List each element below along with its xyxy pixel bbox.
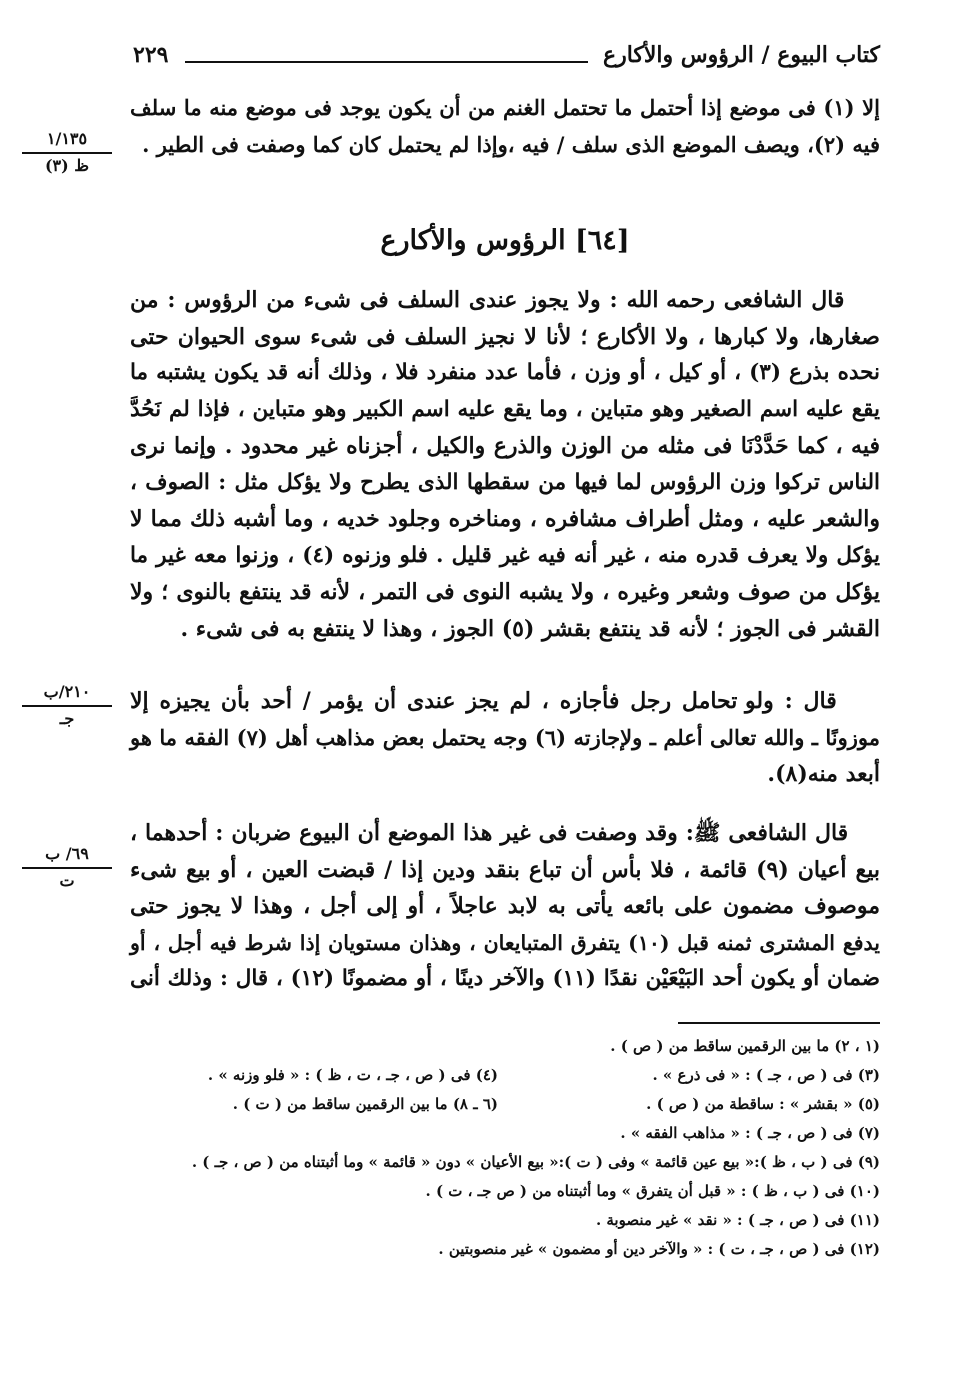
text-line: القشر فى الجوز ؛ لأنه قد ينتفع بقشر (٥) الجوز ، وهذا لا ينتفع به فى شىء . (180, 615, 880, 642)
text-line: بيع أعيان (٩) قائمة ، فلا بأس أن تباع بنقد ودين إذا / قبضت العين ، أو بيع شىء (130, 856, 880, 883)
paragraph-lead: قال الشافعى (723, 287, 845, 313)
margin-reference: ٦٩/ ب ت (22, 843, 112, 892)
footnote: (٧) فى ( ص ، جـ ) : « مذاهب الفقه » . (620, 1124, 880, 1142)
footnote-rule (678, 1022, 880, 1024)
footnote: (١١) فى ( ص ، جـ ) : « نقد » غير منصوبة . (595, 1211, 880, 1229)
text-line: يؤكل ولا يعرف قدره منه ، غير أنه فيه غير قليل . فلو وزنوه (٤) ، وزنوا معه غير ما (130, 542, 880, 568)
footnote: (١٠) فى ( ب ، ظ ) : « قبل أن يتفرق » وما أثبتناه من ( ص جـ ، ت ) . (425, 1182, 880, 1200)
text-line: أبعد منه(٨). (767, 761, 880, 787)
footnote: (٤) فى ( ص ، جـ ، ت ، ظ ) : « فلو وزنه » . (207, 1066, 498, 1084)
text-line: موصوف مضمون على بائعه يأتى به لابد عاجلاً ، أو إلى أجل ، وهذا لا يجوز حتى (130, 893, 880, 919)
paragraph-lead: قال : (784, 688, 837, 714)
header-rule (185, 61, 588, 63)
footnote: (١ ، ٢) ما بين الرقمين ساقط من ( ص ) . (610, 1037, 880, 1055)
intro-paragraph (130, 90, 880, 163)
footnote: (٥) « بقشر » : ساقطة من ( ص ) . (646, 1095, 880, 1113)
margin-reference: ٢١٠/ب جـ (22, 681, 112, 730)
text-line: صغارها، ولا كبارها ، ولا الأكارع ؛ لأنا لا نجيز السلف فى شىء سوى الحيوان حتى (130, 323, 880, 350)
text-line: والشعر عليه ، ومثل أطراف مشافره ، ومناخره وجلود خديه ، وما أشبه ذلك مما لا (130, 506, 880, 532)
section-heading: [٦٤] الرؤوس والأكارع (380, 225, 630, 256)
text-line: ضمان أو يكون أحد البَيْعَيْن نقدًا (١١) والآخر دينًا ، أو مضمونًا (١٢) ، قال : وذلك أنى (130, 966, 880, 991)
footnotes (130, 1032, 880, 1264)
text-line: موزونًا ـ والله تعالى أعلم ـ ولإجازته (٦) وجه يحتمل بعض مذاهب أهل (٧) الفقه ما هو (130, 724, 881, 750)
paragraph-2 (130, 683, 880, 793)
text-line: يدفع المشترى ثمنه قبل (١٠) يتفرق المتبايعان ، وهذان مستويان إذا شرط فيه أجل ، أو (130, 930, 880, 955)
footnote: (١٢) فى ( ص ، جـ ، ت ) : « والآخر دين أو مضمون » غير منصوبتين . (438, 1240, 880, 1258)
footnote: (٦ ـ ٨) ما بين الرقمين ساقط من ( ت ) . (232, 1095, 498, 1113)
text-line: الناس تركوا وزن الرؤوس لما فيها من سقطها الذى يطرح ولا يؤكل مثل : الصوف ، (130, 469, 880, 495)
text-line: فيه (٢)، ويصف الموضع الذى سلف / فيه ،وإذا لم يحتمل كان كما وصفت فى الطير . (142, 131, 880, 157)
text-line: قال الشافعى ﷺ: وقد وصفت فى غير هذا الموضع أن البيوع ضربان : أحدهما ، (130, 820, 849, 846)
text-line: يؤكل من صوف وشعر وغيره ، ولا يشبه النوى فى التمر ، لأنه قد ينتفع بالنوى ؛ ولا (130, 579, 880, 605)
running-header (125, 42, 880, 76)
margin-reference: ١/١٣٥ ظ (٣) (22, 128, 112, 177)
text-line: يقع عليه اسم الصغير وهو متباين ، وما يقع عليه اسم الكبير وهو متباين ، فإذا لم نَحُدَّ (130, 396, 880, 422)
paragraph-lead: قال الشافعى ﷺ: (685, 820, 849, 846)
text-line: قال : ولو تحامل رجل فأجازه ، لم يجز عندى أن يؤمر / أحد بأن يجيزه إلا (130, 688, 837, 714)
footnote: (٩) فى ( ب ، ظ ):« بيع عين قائمة » وفى ( ت ):« بيع الأعيان » دون « قائمة » وما أثبتناه من ( ص ، جـ ) . (191, 1153, 880, 1171)
text-line: فيه ، كما حَدَّدْنَا فى مثله من الوزن والذرع والكيل ، أجزناه غير محدود . وإنما نرى (130, 433, 880, 459)
text-line: قال الشافعى رحمه الله : ولا يجوز عندى السلف فى شىء من الرؤوس : من (130, 287, 845, 313)
text-line: إلا (١) فى موضع إذا أحتمل ما تحتمل الغنم من أن يكون يوجد فى موضع منه ما سلف (130, 95, 880, 120)
page-number: ٢٢٩ (133, 42, 169, 68)
paragraph-3 (130, 815, 880, 998)
running-title: كتاب البيوع / الرؤوس والأكارع (602, 42, 880, 68)
paragraph-1 (130, 282, 880, 647)
footnote: (٣) فى ( ص ، جـ ) : « فى ذرع » . (652, 1066, 880, 1084)
text-line: نحده بذرع (٣) ، أو كيل ، أو وزن ، فأما عدد منفرد فلا ، وذلك أنه قد يكون يشتبه ما (130, 360, 880, 385)
